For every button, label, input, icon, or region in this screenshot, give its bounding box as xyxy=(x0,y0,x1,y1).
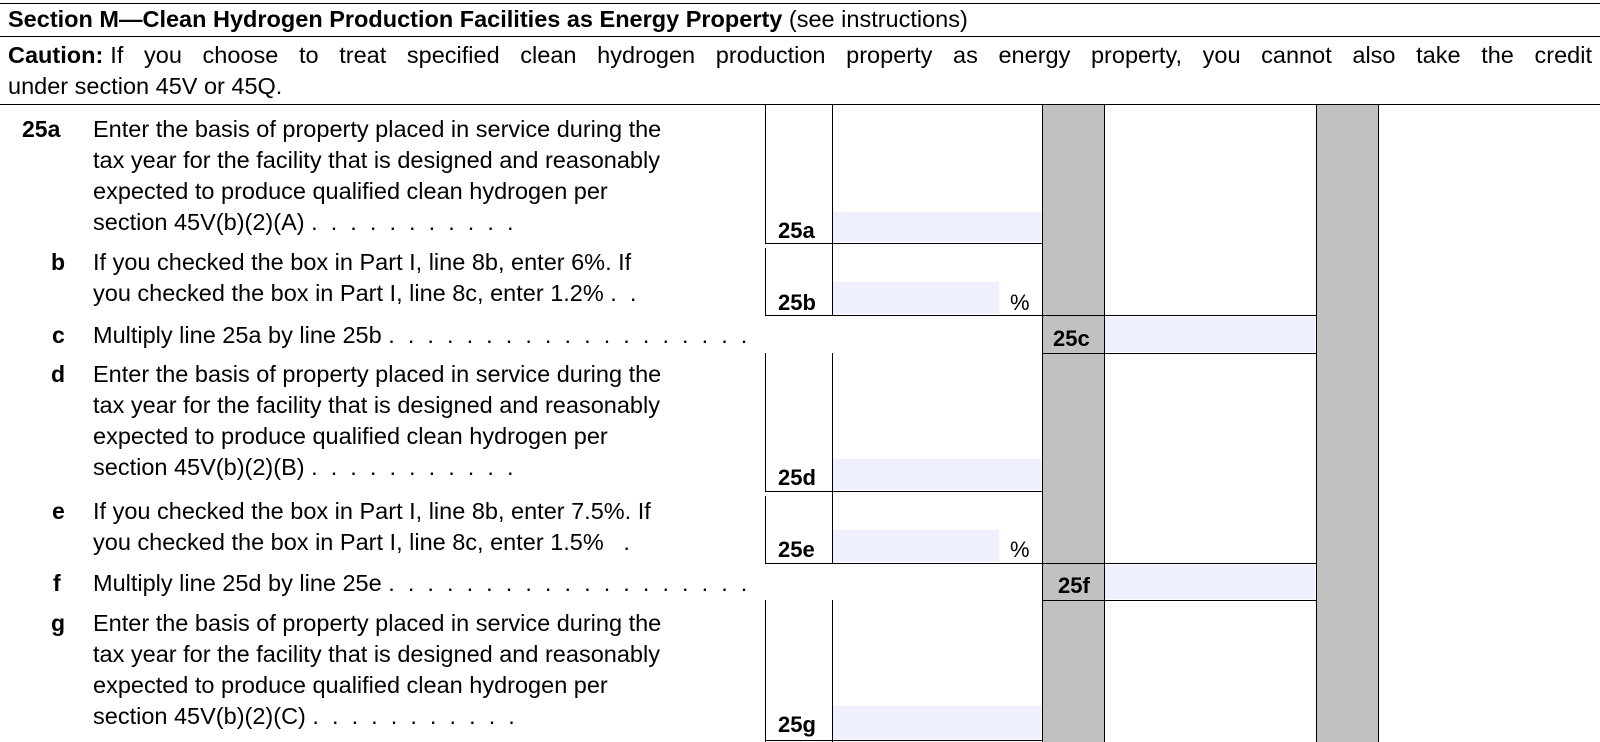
col-line-5 xyxy=(1316,105,1317,742)
line-25g-leader-dots: . . . . . . . . . . . xyxy=(305,703,515,729)
line-25f-leader-dots: . . . . . . . . . . . . . . . . . . . xyxy=(381,570,748,596)
box-label-25d: 25d xyxy=(778,465,816,490)
line-25d-l3: expected to produce qualified clean hydrogen per xyxy=(93,423,608,449)
rule-25c-top xyxy=(1042,315,1316,316)
rule-25d xyxy=(765,491,1042,492)
line-25g-l4: section 45V(b)(2)(C) xyxy=(93,703,306,729)
line-25e-l1: If you checked the box in Part I, line 8b, enter 7.5%. If xyxy=(93,498,651,524)
line-25f-l1: Multiply line 25d by line 25e xyxy=(93,570,382,596)
col-line-4 xyxy=(1104,105,1105,742)
line-25e-text xyxy=(93,496,748,558)
line-25g-number: g xyxy=(51,610,66,636)
shaded-column-1 xyxy=(1042,105,1104,742)
line-25d-l4: section 45V(b)(2)(B) xyxy=(93,454,305,480)
line-25c-leader-dots: . . . . . . . . . . . . . . . . . . . xyxy=(381,322,748,348)
col-line-3 xyxy=(1042,105,1043,742)
line-25a-l3: expected to produce qualified clean hydrogen per xyxy=(93,178,608,204)
line-25e-leader-dots: . xyxy=(603,529,630,555)
line-25b-leader-dots: . . xyxy=(603,280,637,306)
line-25g-l1: Enter the basis of property placed in service during the xyxy=(93,610,662,636)
line-25d-leader-dots: . . . . . . . . . . . xyxy=(304,454,514,480)
section-header-rule xyxy=(0,36,1600,37)
section-title: Section M—Clean Hydrogen Production Facilities as Energy Property xyxy=(8,6,783,32)
line-25b-l2: you checked the box in Part I, line 8c, enter 1.2% xyxy=(93,280,604,306)
percent-sign-25b: % xyxy=(1010,290,1030,315)
line-25d-number: d xyxy=(51,361,66,387)
caution-line-1 xyxy=(8,40,1592,71)
line-25a-l2: tax year for the facility that is designed and reasonably xyxy=(93,147,660,173)
line-25d-l2: tax year for the facility that is designed and reasonably xyxy=(93,392,660,418)
line-25b-l1: If you checked the box in Part I, line 8b, enter 6%. If xyxy=(93,249,632,275)
input-25c[interactable] xyxy=(1105,317,1315,352)
line-25b-text xyxy=(93,247,748,309)
line-25g-text xyxy=(93,608,748,732)
shaded-column-2 xyxy=(1316,105,1378,742)
line-25e-number: e xyxy=(52,498,65,524)
line-25a-number: 25a xyxy=(22,116,61,142)
box-label-25f: 25f xyxy=(1058,573,1090,598)
col-line-1d xyxy=(765,353,766,491)
line-25c-number: c xyxy=(52,322,65,348)
input-25e[interactable] xyxy=(833,530,999,562)
caution-label: Caution: xyxy=(8,42,104,68)
input-25b[interactable] xyxy=(833,282,999,314)
line-25d-text xyxy=(93,359,748,483)
col-line-1 xyxy=(765,105,766,243)
caution-text-1: If you choose to treat specified clean hydrogen production property as energy property, you cannot also take the credit xyxy=(110,42,1592,68)
col-line-1g xyxy=(765,600,766,742)
caution-line-2: under section 45V or 45Q. xyxy=(8,73,283,99)
line-25d-l1: Enter the basis of property placed in service during the xyxy=(93,361,662,387)
percent-sign-25e: % xyxy=(1010,537,1030,562)
rule-25f-top xyxy=(1042,563,1316,564)
input-25d[interactable] xyxy=(833,459,1041,490)
line-25f-number: f xyxy=(53,570,61,596)
box-label-25a: 25a xyxy=(778,218,815,243)
rule-25f xyxy=(1042,600,1316,601)
line-25c-text xyxy=(93,320,747,351)
section-header xyxy=(8,4,968,35)
line-25g-l3: expected to produce qualified clean hydrogen per xyxy=(93,672,608,698)
col-line-6 xyxy=(1378,105,1379,742)
rule-25g xyxy=(765,740,1042,741)
box-label-25g: 25g xyxy=(778,712,816,737)
line-25g-l2: tax year for the facility that is designed and reasonably xyxy=(93,641,660,667)
line-25f-text xyxy=(93,568,747,599)
col-line-1e xyxy=(765,496,766,563)
rule-25c xyxy=(1042,353,1316,354)
line-25e-l2: you checked the box in Part I, line 8c, enter 1.5% xyxy=(93,529,604,555)
box-label-25e: 25e xyxy=(778,537,815,562)
input-25f[interactable] xyxy=(1105,565,1315,599)
rule-25e xyxy=(765,563,1042,564)
box-label-25c: 25c xyxy=(1053,326,1090,351)
line-25b-number: b xyxy=(51,249,66,275)
line-25c-l1: Multiply line 25a by line 25b xyxy=(93,322,382,348)
col-line-1b xyxy=(765,248,766,315)
input-25g[interactable] xyxy=(833,706,1041,739)
line-25a-leader-dots: . . . . . . . . . . . xyxy=(304,209,514,235)
box-label-25b: 25b xyxy=(778,290,816,315)
line-25a-l1: Enter the basis of property placed in service during the xyxy=(93,116,662,142)
line-25a-l4: section 45V(b)(2)(A) xyxy=(93,209,305,235)
input-25a[interactable] xyxy=(833,212,1041,242)
section-note: (see instructions) xyxy=(788,6,968,32)
line-25a-text xyxy=(93,114,748,238)
